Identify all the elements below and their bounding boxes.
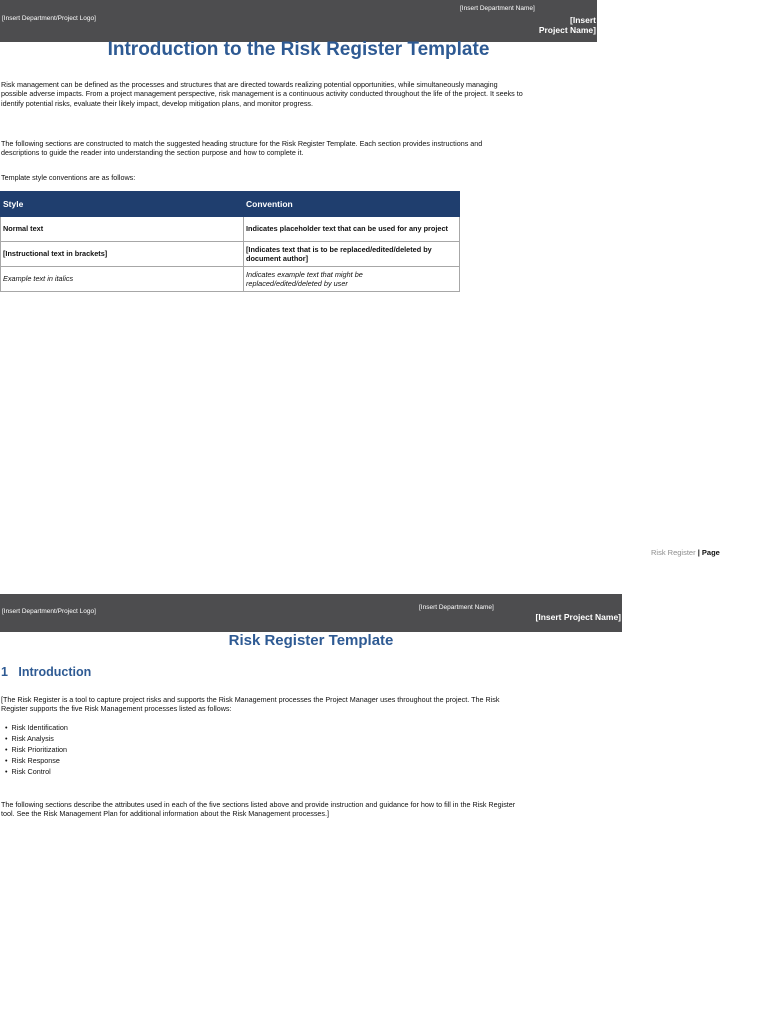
table-header-row	[1, 192, 460, 217]
page2-title: Risk Register Template	[228, 632, 394, 649]
table-cell: Indicates placeholder text that can be used for any project	[244, 217, 460, 242]
page1-header-logo: [Insert Department/Project Logo]	[2, 15, 96, 22]
page2-header-bar	[0, 594, 622, 632]
table-cell: [Instructional text in brackets]	[1, 242, 244, 267]
table-row	[1, 217, 460, 242]
table-header-convention: Convention	[244, 192, 460, 217]
table-row	[1, 267, 460, 292]
table-cell: Normal text	[1, 217, 244, 242]
risk-process-list	[5, 722, 68, 777]
list-item: • Risk Control	[5, 766, 68, 777]
page1-footer	[651, 548, 720, 557]
page2-header-dept: [Insert Department Name]	[419, 604, 494, 611]
page1-title: Introduction to the Risk Register Template	[107, 39, 490, 60]
page2-header-project: [Insert Project Name]	[535, 612, 621, 622]
table-cell: Example text in italics	[1, 267, 244, 292]
page2-intro-paragraph: [The Risk Register is a tool to capture project risks and supports the Risk Management processes the Project Manager uses throughout the project. The Risk Register supports the five Risk Management processes listed as follows:	[1, 695, 500, 714]
page1-header-bar	[0, 0, 597, 42]
table-header-style: Style	[1, 192, 244, 217]
page1-header-project: [Insert Project Name]	[538, 15, 596, 35]
table-cell: [Indicates text that is to be replaced/edited/deleted by document author]	[244, 242, 460, 267]
list-item: • Risk Response	[5, 755, 68, 766]
list-item: • Risk Identification	[5, 722, 68, 733]
footer-page: Page	[701, 548, 720, 557]
page1-header-dept: [Insert Department Name]	[460, 5, 535, 12]
footer-label: Risk Register	[651, 548, 696, 557]
page2-section-heading: 1 Introduction	[1, 665, 92, 679]
table-row	[1, 242, 460, 267]
page1-intro-paragraph: Risk management can be defined as the processes and structures that are directed towards realizing potential opportunities, while simultaneously managing possible adverse impacts. From a project management perspective, risk management is a continuous activity conducted throughout the life of the project. It seeks to identify potential risks, evaluate their likely impact, develop mitigation plans, and monitor progress.	[1, 80, 523, 108]
list-item: • Risk Analysis	[5, 733, 68, 744]
page2-header-logo: [Insert Department/Project Logo]	[2, 608, 96, 615]
table-cell: Indicates example text that might be replaced/edited/deleted by user	[244, 267, 460, 292]
page1-conventions-label: Template style conventions are as follows:	[1, 173, 136, 182]
page1-sections-paragraph: The following sections are constructed to match the suggested heading structure for the Risk Register Template. Each section provides instructions and descriptions to guide the reader into understanding the section purpose and how to complete it.	[1, 139, 483, 158]
page2-guidance-paragraph: The following sections describe the attributes used in each of the five sections listed above and provide instruction and guidance for how to fill in the Risk Register tool. See the Risk Management Plan for additional information about the Risk Management processes.]	[1, 800, 516, 819]
list-item: • Risk Prioritization	[5, 744, 68, 755]
footer-separator: |	[697, 548, 700, 557]
style-conventions-table	[0, 191, 460, 292]
